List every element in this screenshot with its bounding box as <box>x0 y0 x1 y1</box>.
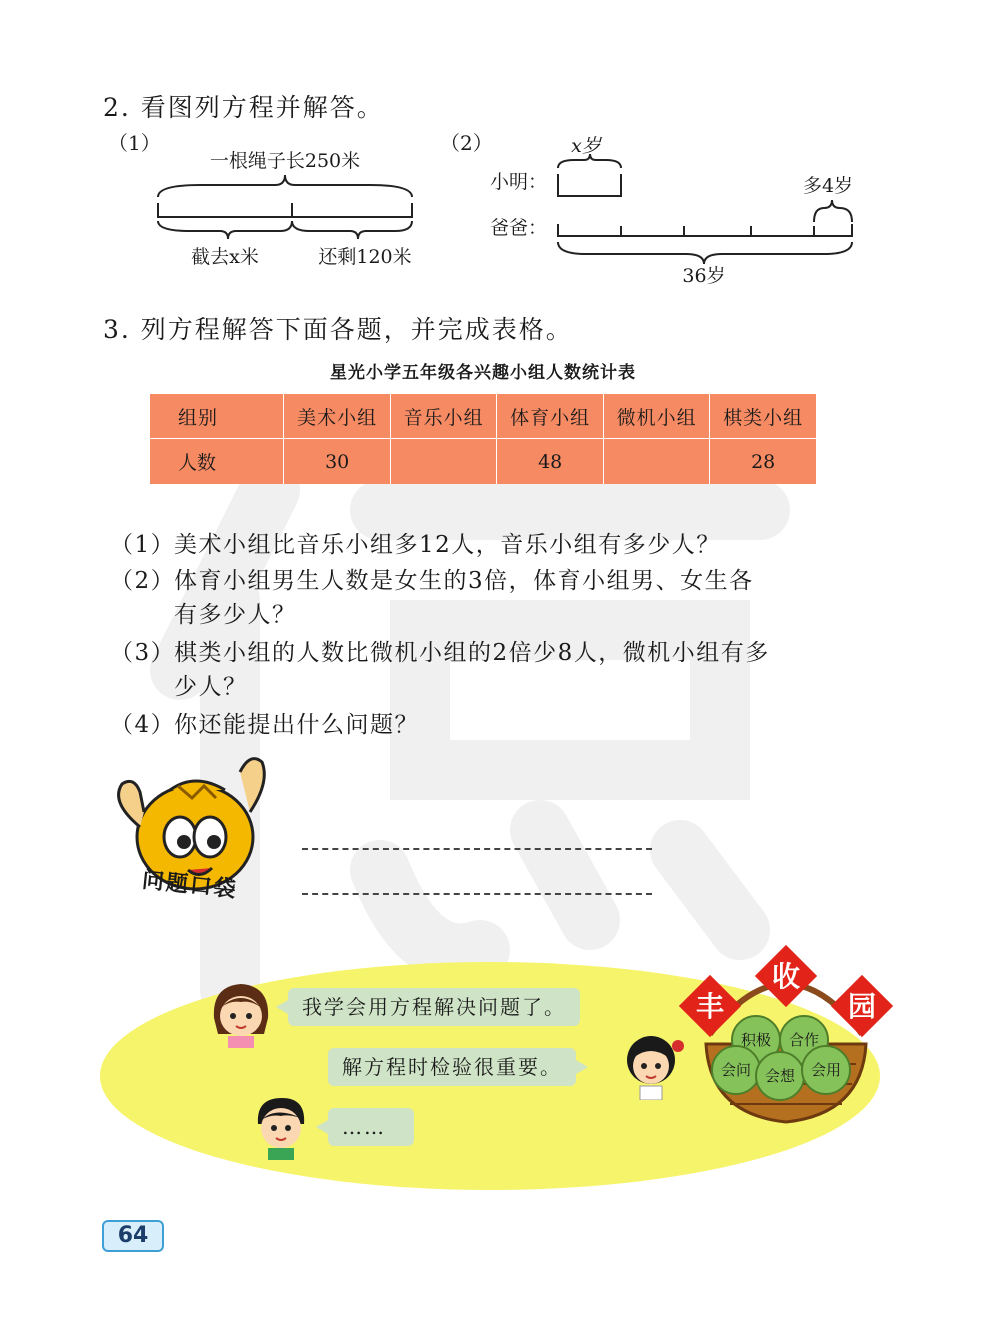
question-3 <box>110 636 770 704</box>
banner-char: 丰 <box>695 990 725 1023</box>
apple-label: 合作 <box>788 1031 820 1049</box>
exercise-2-heading: 2. 看图列方程并解答。 <box>103 93 384 122</box>
banner-char: 收 <box>771 960 801 993</box>
chat-bubble-1: 我学会用方程解决问题了。 <box>288 988 580 1026</box>
value-cell <box>603 439 709 485</box>
rope-total-label: 一根绳子长250米 <box>209 150 361 172</box>
girl-avatar <box>206 978 276 1048</box>
rope-cut-label: 截去x米 <box>191 246 259 268</box>
table-title: 星光小学五年级各兴趣小组人数统计表 <box>330 363 636 383</box>
exercise-3-heading: 3. 列方程解答下面各题，并完成表格。 <box>103 315 573 344</box>
page-number: 64 <box>102 1220 164 1252</box>
stats-table <box>150 394 816 484</box>
boy-avatar <box>246 1090 316 1160</box>
question-pocket-label: 问题口袋 <box>140 868 239 903</box>
baba-label: 爸爸： <box>490 217 548 239</box>
header-cell: 美术小组 <box>284 394 391 439</box>
question-text-cont: 有多少人？ <box>174 602 297 628</box>
question-text-cont: 少人？ <box>174 674 248 700</box>
apple-label: 会用 <box>810 1061 842 1079</box>
question-text: 棋类小组的人数比微机小组的2倍少8人，微机小组有多 <box>174 640 770 666</box>
answer-line-1[interactable] <box>302 848 652 850</box>
apple-label: 会问 <box>720 1061 752 1079</box>
xiaoming-label: 小明： <box>490 171 548 193</box>
total-36-label: 36岁 <box>682 265 726 287</box>
part-1-label: （1） <box>108 131 161 155</box>
value-cell: 30 <box>284 439 391 485</box>
header-cell: 组别 <box>150 394 284 439</box>
apple-label: 积极 <box>740 1031 772 1049</box>
question-2 <box>110 564 754 632</box>
value-cell: 28 <box>751 450 776 473</box>
question-4 <box>110 708 419 742</box>
age-diagram <box>486 130 866 290</box>
harvest-basket <box>676 944 896 1134</box>
more-4-label: 多4岁 <box>802 175 854 197</box>
row-label-cell: 人数 <box>150 439 284 485</box>
chat-bubble-3: …… <box>328 1108 414 1146</box>
question-number: （2） <box>110 568 176 594</box>
value-cell: 48 <box>497 439 604 485</box>
rope-remain-label: 还剩120米 <box>318 246 412 268</box>
question-1 <box>110 528 721 562</box>
header-cell: 棋类小组 <box>710 394 816 439</box>
header-cell: 微机小组 <box>603 394 709 439</box>
question-text: 美术小组比音乐小组多12人，音乐小组有多少人？ <box>174 532 721 558</box>
answer-line-2[interactable] <box>302 893 652 895</box>
header-cell: 音乐小组 <box>390 394 496 439</box>
chat-bubble-2: 解方程时检验很重要。 <box>328 1048 576 1086</box>
question-number: （3） <box>110 640 176 666</box>
x-age-label: x岁 <box>571 135 601 157</box>
question-number: （4） <box>110 712 176 738</box>
value-cell <box>390 439 496 485</box>
apple-label: 会想 <box>764 1067 796 1085</box>
header-cell: 体育小组 <box>497 394 604 439</box>
table-header-row <box>150 394 816 439</box>
question-number: （1） <box>110 532 176 558</box>
table-data-row <box>150 439 816 485</box>
banner-char: 园 <box>847 990 877 1023</box>
part-2-label: （2） <box>440 131 493 155</box>
question-text: 体育小组男生人数是女生的3倍，体育小组男、女生各 <box>174 568 754 594</box>
rope-diagram <box>150 145 420 275</box>
question-text: 你还能提出什么问题？ <box>174 712 419 738</box>
